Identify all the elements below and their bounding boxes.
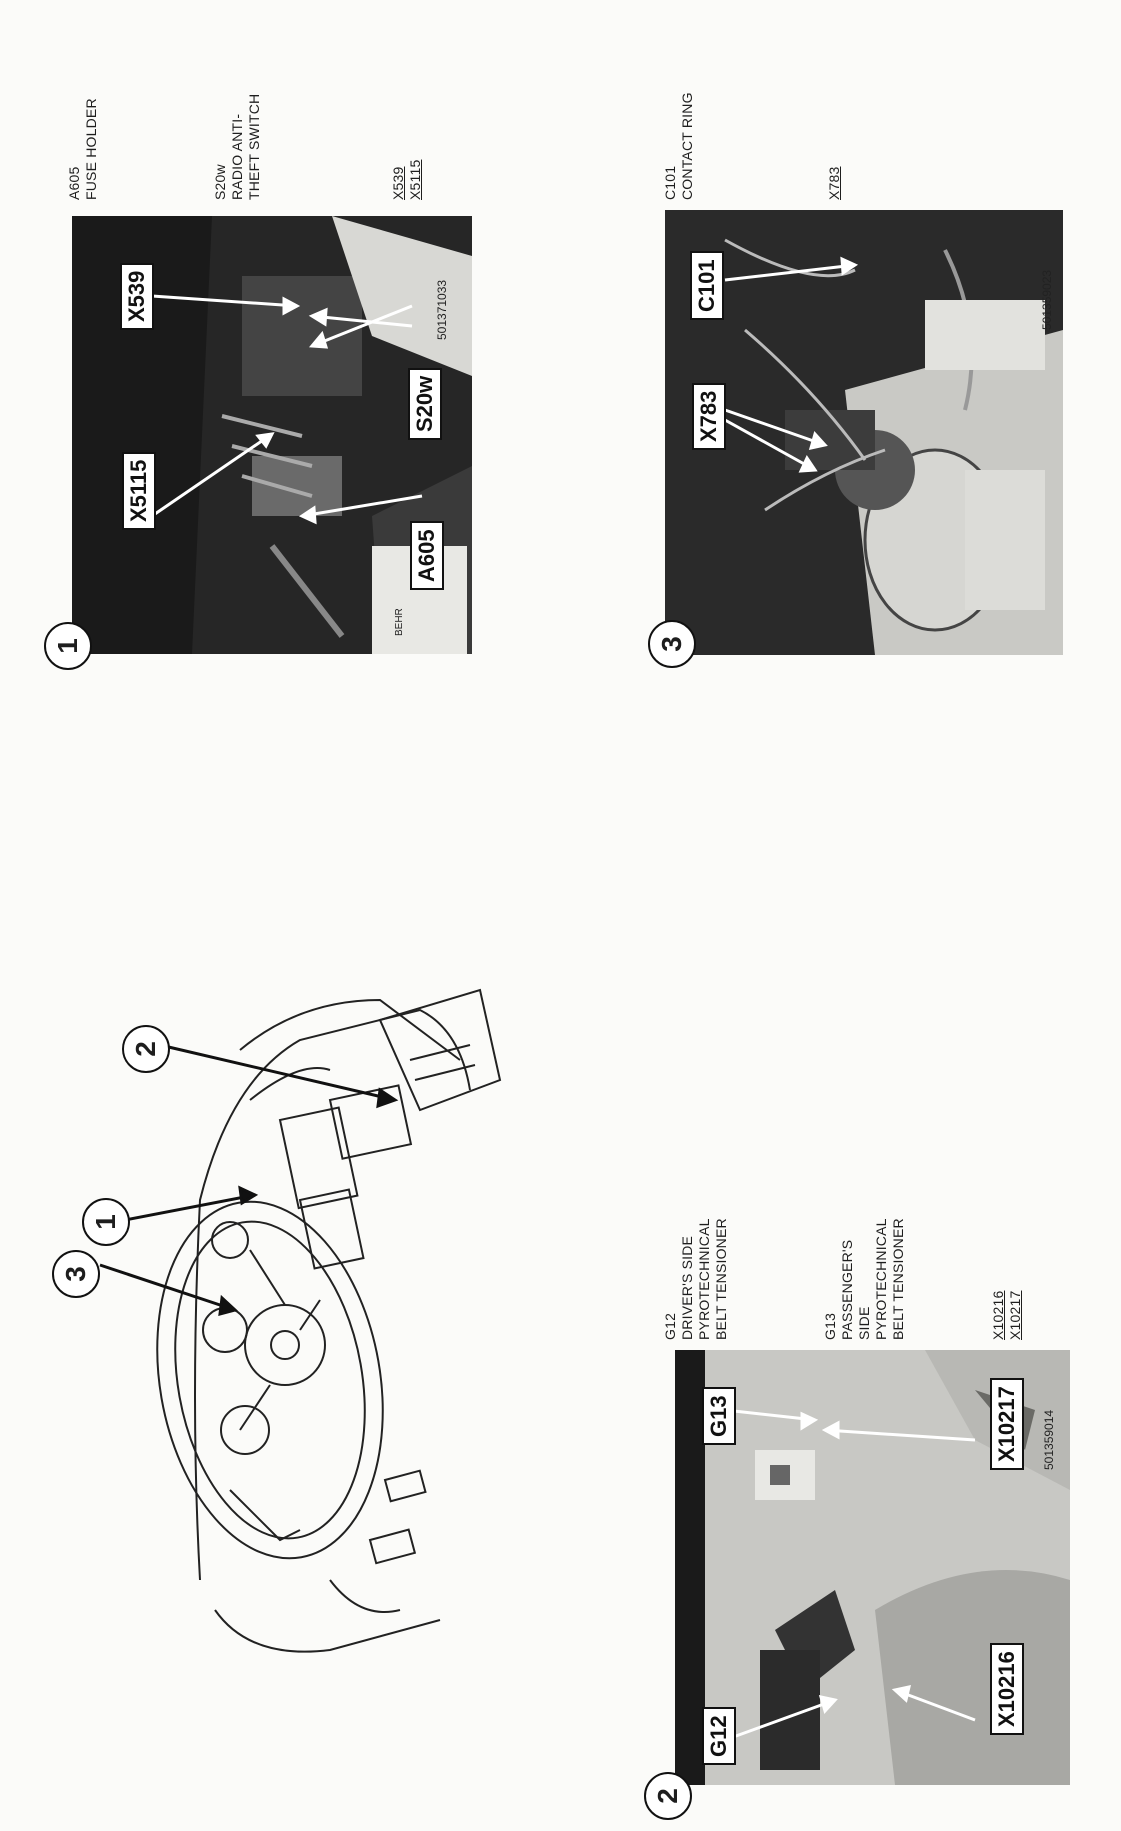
overview-callout-2: 2 <box>122 1025 170 1073</box>
figure-1-legend-a605: A605 FUSE HOLDER <box>66 98 99 200</box>
figure-2-connectors: X10216 X10217 <box>990 1290 1023 1340</box>
label-x10216: X10216 <box>990 1643 1024 1735</box>
label-c101: C101 <box>690 251 724 320</box>
label-a605: A605 <box>410 521 444 590</box>
label-g13: G13 <box>702 1387 736 1445</box>
figure-1-connectors: X539 X5115 <box>390 159 423 200</box>
label-x539: X539 <box>120 263 154 330</box>
label-g12: G12 <box>702 1707 736 1765</box>
figure-3-connectors: X783 <box>826 166 842 200</box>
figure-3-number: 3 <box>648 620 696 668</box>
figure-3-id: 501359023 <box>1040 269 1054 330</box>
label-s20w: S20w <box>408 368 442 440</box>
svg-text:BEHR: BEHR <box>394 608 405 636</box>
label-x783: X783 <box>692 383 726 450</box>
figure-2-number: 2 <box>644 1772 692 1820</box>
figure-2-legend-g12: G12 DRIVER'S SIDE PYROTECHNICAL BELT TENSIONER <box>662 1218 729 1340</box>
figure-2-id: 501359014 <box>1042 1409 1056 1470</box>
label-x10217: X10217 <box>990 1378 1024 1470</box>
overview-callout-3: 3 <box>52 1250 100 1298</box>
figure-1-number: 1 <box>44 622 92 670</box>
label-x5115: X5115 <box>122 452 156 530</box>
figure-1-id: 501371033 <box>435 279 449 340</box>
figure-2-legend-g13: G13 PASSENGER'S SIDE PYROTECHNICAL BELT TENSIONER <box>822 1218 906 1340</box>
overview-callout-1: 1 <box>82 1198 130 1246</box>
figure-1-legend-s20w: S20w RADIO ANTI- THEFT SWITCH <box>212 93 262 200</box>
figure-3-legend-c101: C101 CONTACT RING <box>662 92 695 200</box>
